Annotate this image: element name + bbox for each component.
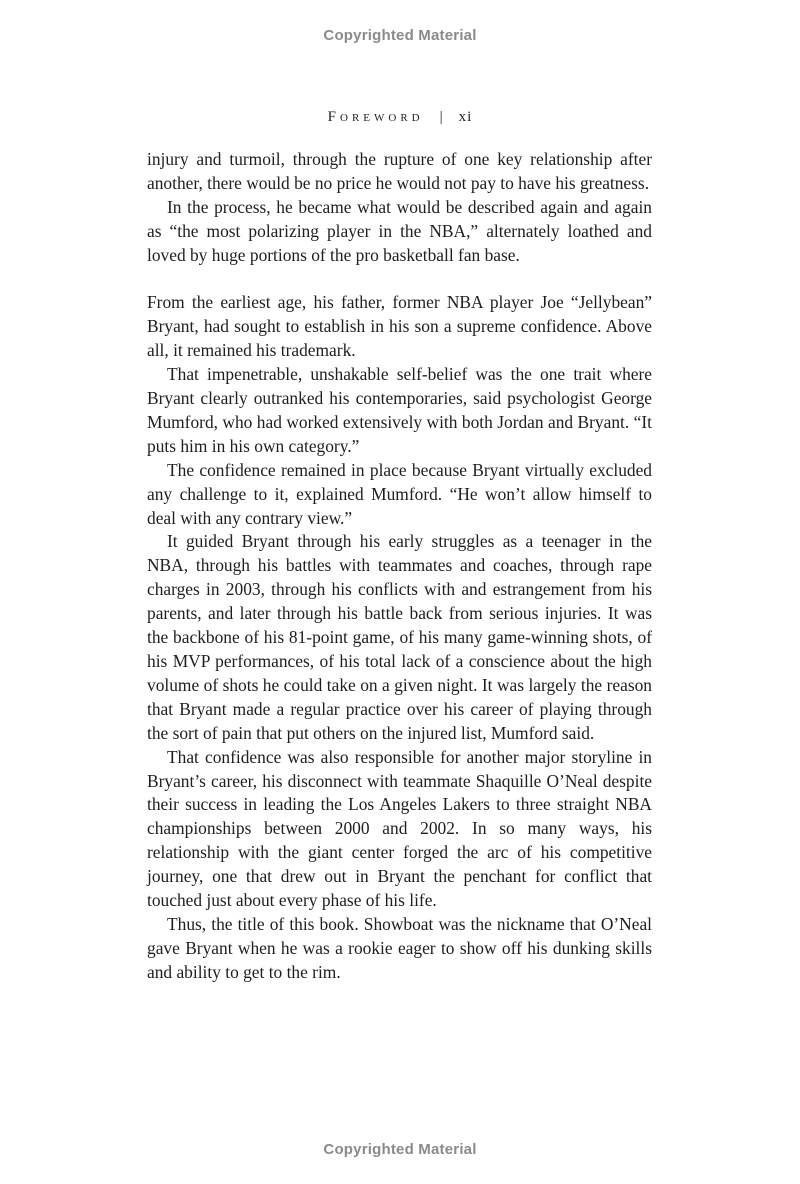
body-text <box>147 148 652 985</box>
running-head-section: Foreword <box>327 109 424 125</box>
paragraph: In the process, he became what would be described again and again as “the most polarizing player in the NBA,” alternately loathed and loved by huge portions of the pro basketball fan base. <box>147 196 652 265</box>
page-number: xi <box>458 109 473 125</box>
copyright-watermark-top: Copyrighted Material <box>323 27 477 44</box>
paragraph: injury and turmoil, through the rupture of one key relationship after another, there would be no price he would not pay to have his greatness. <box>147 149 652 193</box>
paragraph: That impenetrable, unshakable self-belief was the one trait where Bryant clearly outranked his contemporaries, said psychologist George Mumford, who had worked extensively with both Jordan and Bryant. “It puts him in his own category.” <box>147 364 652 456</box>
running-head <box>0 109 800 126</box>
paragraph: It guided Bryant through his early struggles as a teenager in the NBA, through his battles with teammates and coaches, through rape charges in 2003, through his conflicts with and estrangement from his parents, and later through his battle back from serious injuries. It was the backbone of his 81-point game, of his many game-winning shots, of his MVP performances, of his total lack of a conscience about the high volume of shots he could take on a given night. It was largely the reason that Bryant made a regular practice over his career of playing through the sort of pain that put others on the injured list, Mumford said. <box>147 531 652 743</box>
paragraph: The confidence remained in place because Bryant virtually excluded any challenge to it, explained Mumford. “He won’t allow himself to deal with any contrary view.” <box>147 459 652 528</box>
copyright-watermark-bottom: Copyrighted Material <box>323 1141 477 1158</box>
paragraph: That confidence was also responsible for another major storyline in Bryant’s career, his disconnect with teammate Shaquille O’Neal despite their success in leading the Los Angeles Lakers to three straight NBA championships between 2000 and 2002. In so many ways, his relationship with the giant center forged the arc of his competitive journey, one that drew out in Bryant the penchant for conflict that touched just about every phase of his life. <box>147 746 652 911</box>
running-head-separator: | <box>439 109 443 125</box>
paragraph: From the earliest age, his father, former NBA player Joe “Jellybean” Bryant, had sought to establish in his son a supreme confidence. Above all, it remained his trademark. <box>147 292 652 361</box>
paragraph: Thus, the title of this book. Showboat was the nickname that O’Neal gave Bryant when he was a rookie eager to show off his dunking skills and ability to get to the rim. <box>147 913 652 982</box>
